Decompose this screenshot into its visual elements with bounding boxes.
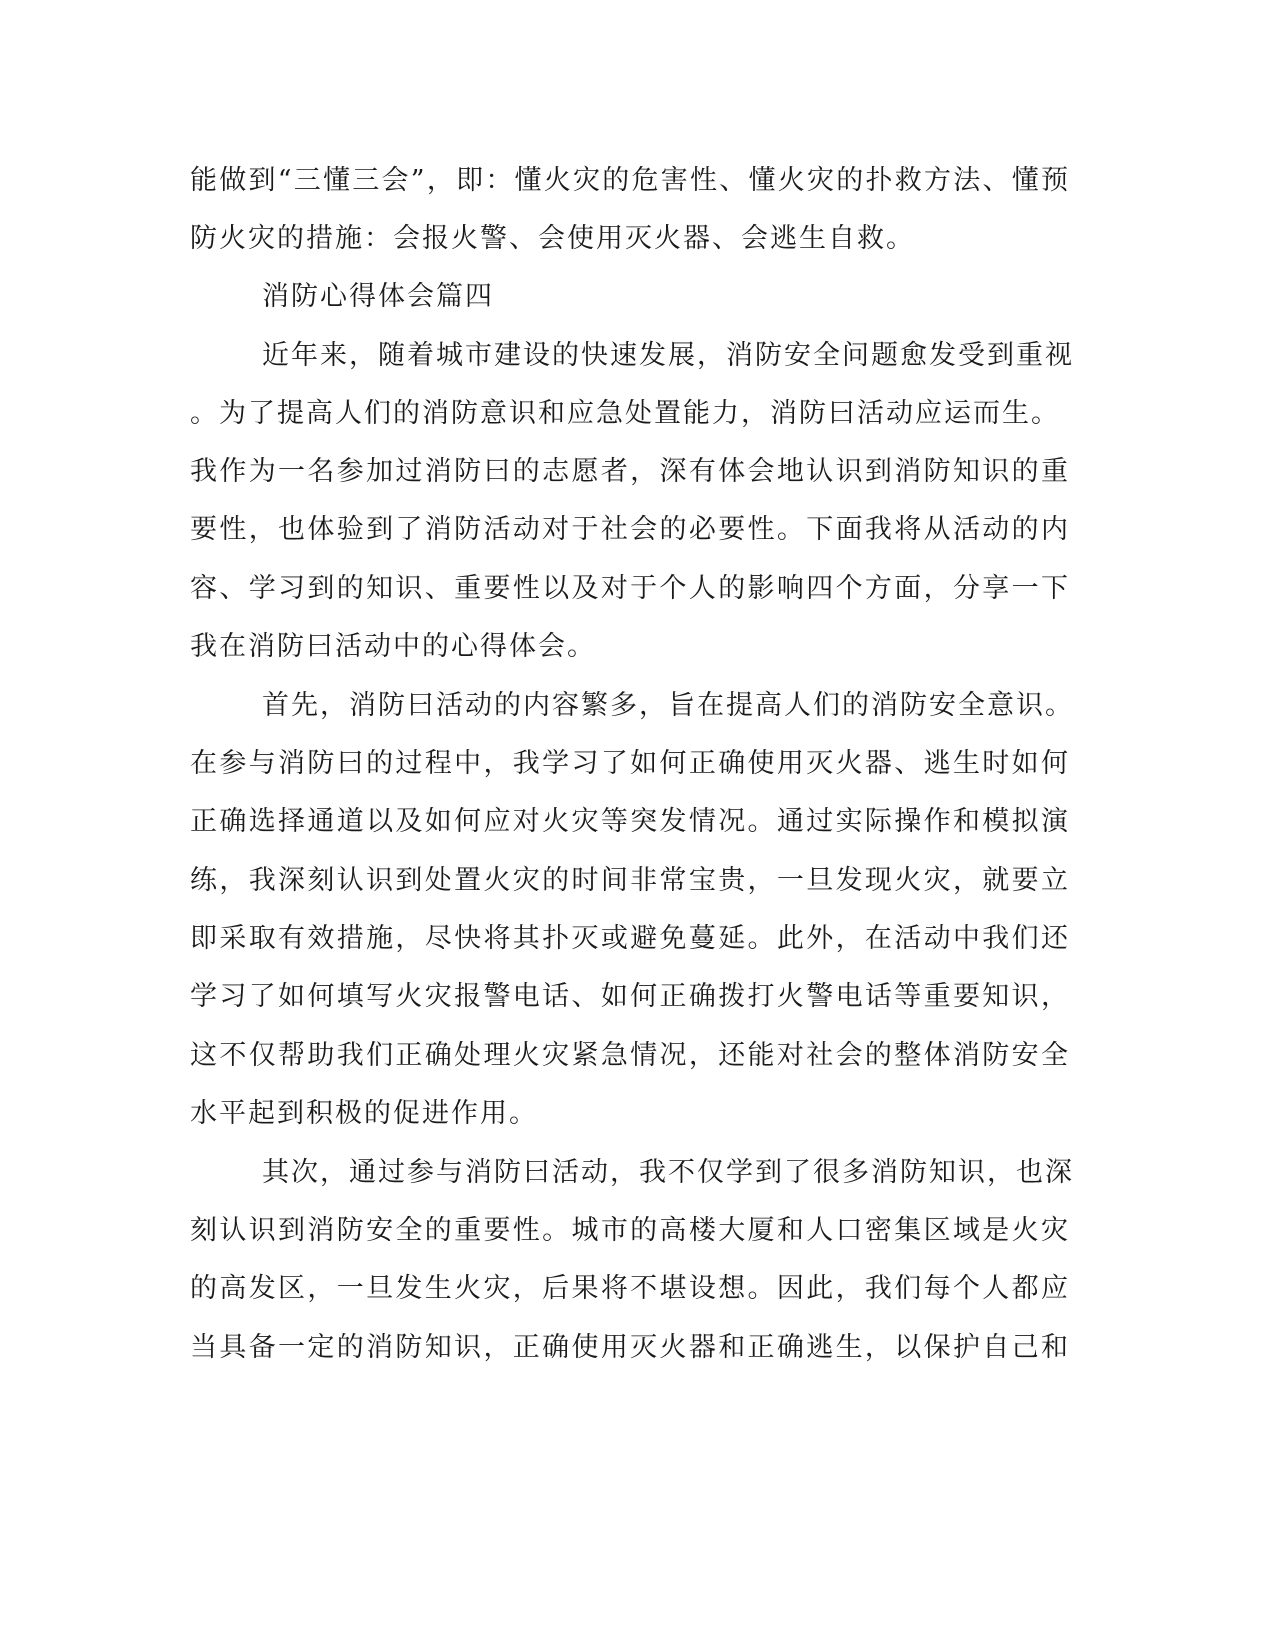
text-line: 防火灾的措施：会报火警、会使用灭火器、会逃生自救。 [190,223,915,254]
text-line: 正确选择通道以及如何应对火灾等突发情况。通过实际操作和模拟演 [190,806,1070,837]
text-line: 其次，通过参与消防曰活动，我不仅学到了很多消防知识，也深 [262,1157,1074,1188]
text-line: 近年来，随着城市建设的快速发展，消防安全问题愈发受到重视 [262,340,1074,371]
text-line: 刻认识到消防安全的重要性。城市的高楼大厦和人口密集区域是火灾 [190,1215,1070,1246]
text-line: 这不仅帮助我们正确处理火灾紧急情况，还能对社会的整体消防安全 [190,1040,1070,1071]
text-line: 能做到“三懂三会”，即：懂火灾的危害性、懂火灾的扑救方法、懂预 [190,165,1070,196]
text-line: 即采取有效措施，尽快将其扑灭或避免蔓延。此外，在活动中我们还 [190,923,1070,954]
text-line: 的高发区，一旦发生火灾，后果将不堪设想。因此，我们每个人都应 [190,1273,1070,1304]
text-line: 容、学习到的知识、重要性以及对于个人的影响四个方面，分享一下 [190,573,1070,604]
text-line: 要性，也体验到了消防活动对于社会的必要性。下面我将从活动的内 [190,514,1070,545]
text-line: 学习了如何填写火灾报警电话、如何正确拨打火警电话等重要知识， [190,981,1070,1012]
text-line: 练，我深刻认识到处置火灾的时间非常宝贵，一旦发现火灾，就要立 [190,865,1070,896]
text-line: 当具备一定的消防知识，正确使用灭火器和正确逃生，以保护自己和 [190,1332,1070,1363]
text-line: 首先，消防曰活动的内容繁多，旨在提高人们的消防安全意识。 [262,690,1074,721]
text-line: 在参与消防曰的过程中，我学习了如何正确使用灭火器、逃生时如何 [190,748,1070,779]
text-line: 我在消防曰活动中的心得体会。 [190,631,596,662]
text-line: 水平起到积极的促进作用。 [190,1098,538,1129]
text-line: 我作为一名参加过消防曰的志愿者，深有体会地认识到消防知识的重 [190,456,1070,487]
section-heading: 消防心得体会篇四 [262,281,494,312]
text-line: 。为了提高人们的消防意识和应急处置能力，消防曰活动应运而生。 [190,398,1060,429]
